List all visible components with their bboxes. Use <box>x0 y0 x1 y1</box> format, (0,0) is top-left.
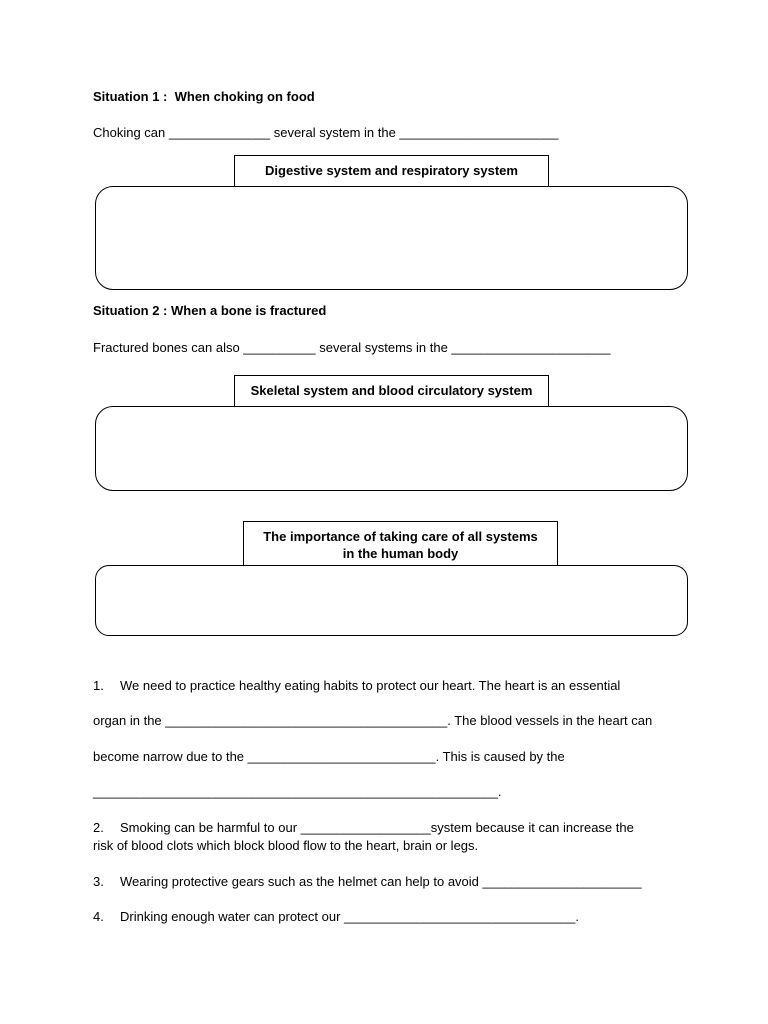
situation-1-label-box <box>234 155 549 187</box>
question-2-text-1: Smoking can be harmful to our __________________system because it can increase the <box>120 820 634 835</box>
question-4-number: 4. <box>93 909 104 924</box>
importance-label-line-1: The importance of taking care of all systems <box>263 529 538 544</box>
situation-2-label: Skeletal system and blood circulatory system <box>250 383 533 398</box>
situation-2-answer-box[interactable] <box>95 406 688 491</box>
situation-1-label: Digestive system and respiratory system <box>265 163 518 178</box>
question-2-number: 2. <box>93 820 104 835</box>
question-1-text-1: We need to practice healthy eating habits to protect our heart. The heart is an essential <box>120 678 621 693</box>
question-4-text-1: Drinking enough water can protect our ________________________________. <box>120 909 579 924</box>
question-1-line-1 <box>93 677 620 694</box>
situation-1-heading: Situation 1 : When choking on food <box>93 89 315 104</box>
question-1-line-4: ________________________________________________________. <box>93 784 502 799</box>
question-2-line-2: risk of blood clots which block blood flow to the heart, brain or legs. <box>93 838 479 853</box>
question-1-line-3: become narrow due to the __________________________. This is caused by the <box>93 749 565 764</box>
situation-2-heading: Situation 2 : When a bone is fractured <box>93 303 327 318</box>
question-3-line-1 <box>93 873 642 890</box>
question-1-line-2: organ in the _______________________________________. The blood vessels in the heart can <box>93 713 653 728</box>
situation-2-sentence: Fractured bones can also __________ several systems in the ______________________ <box>93 340 611 355</box>
question-3-number: 3. <box>93 874 104 889</box>
importance-answer-box[interactable] <box>95 565 688 636</box>
situation-1-sentence: Choking can ______________ several system in the ______________________ <box>93 125 559 140</box>
question-4-line-1 <box>93 908 579 925</box>
question-2-line-1 <box>93 819 634 836</box>
importance-label-line-2: in the human body <box>342 546 459 561</box>
question-3-text-1: Wearing protective gears such as the helmet can help to avoid ______________________ <box>120 874 642 889</box>
situation-1-answer-box[interactable] <box>95 186 688 290</box>
question-1-number: 1. <box>93 678 104 693</box>
importance-label-box <box>243 521 558 566</box>
situation-2-label-box <box>234 375 549 407</box>
